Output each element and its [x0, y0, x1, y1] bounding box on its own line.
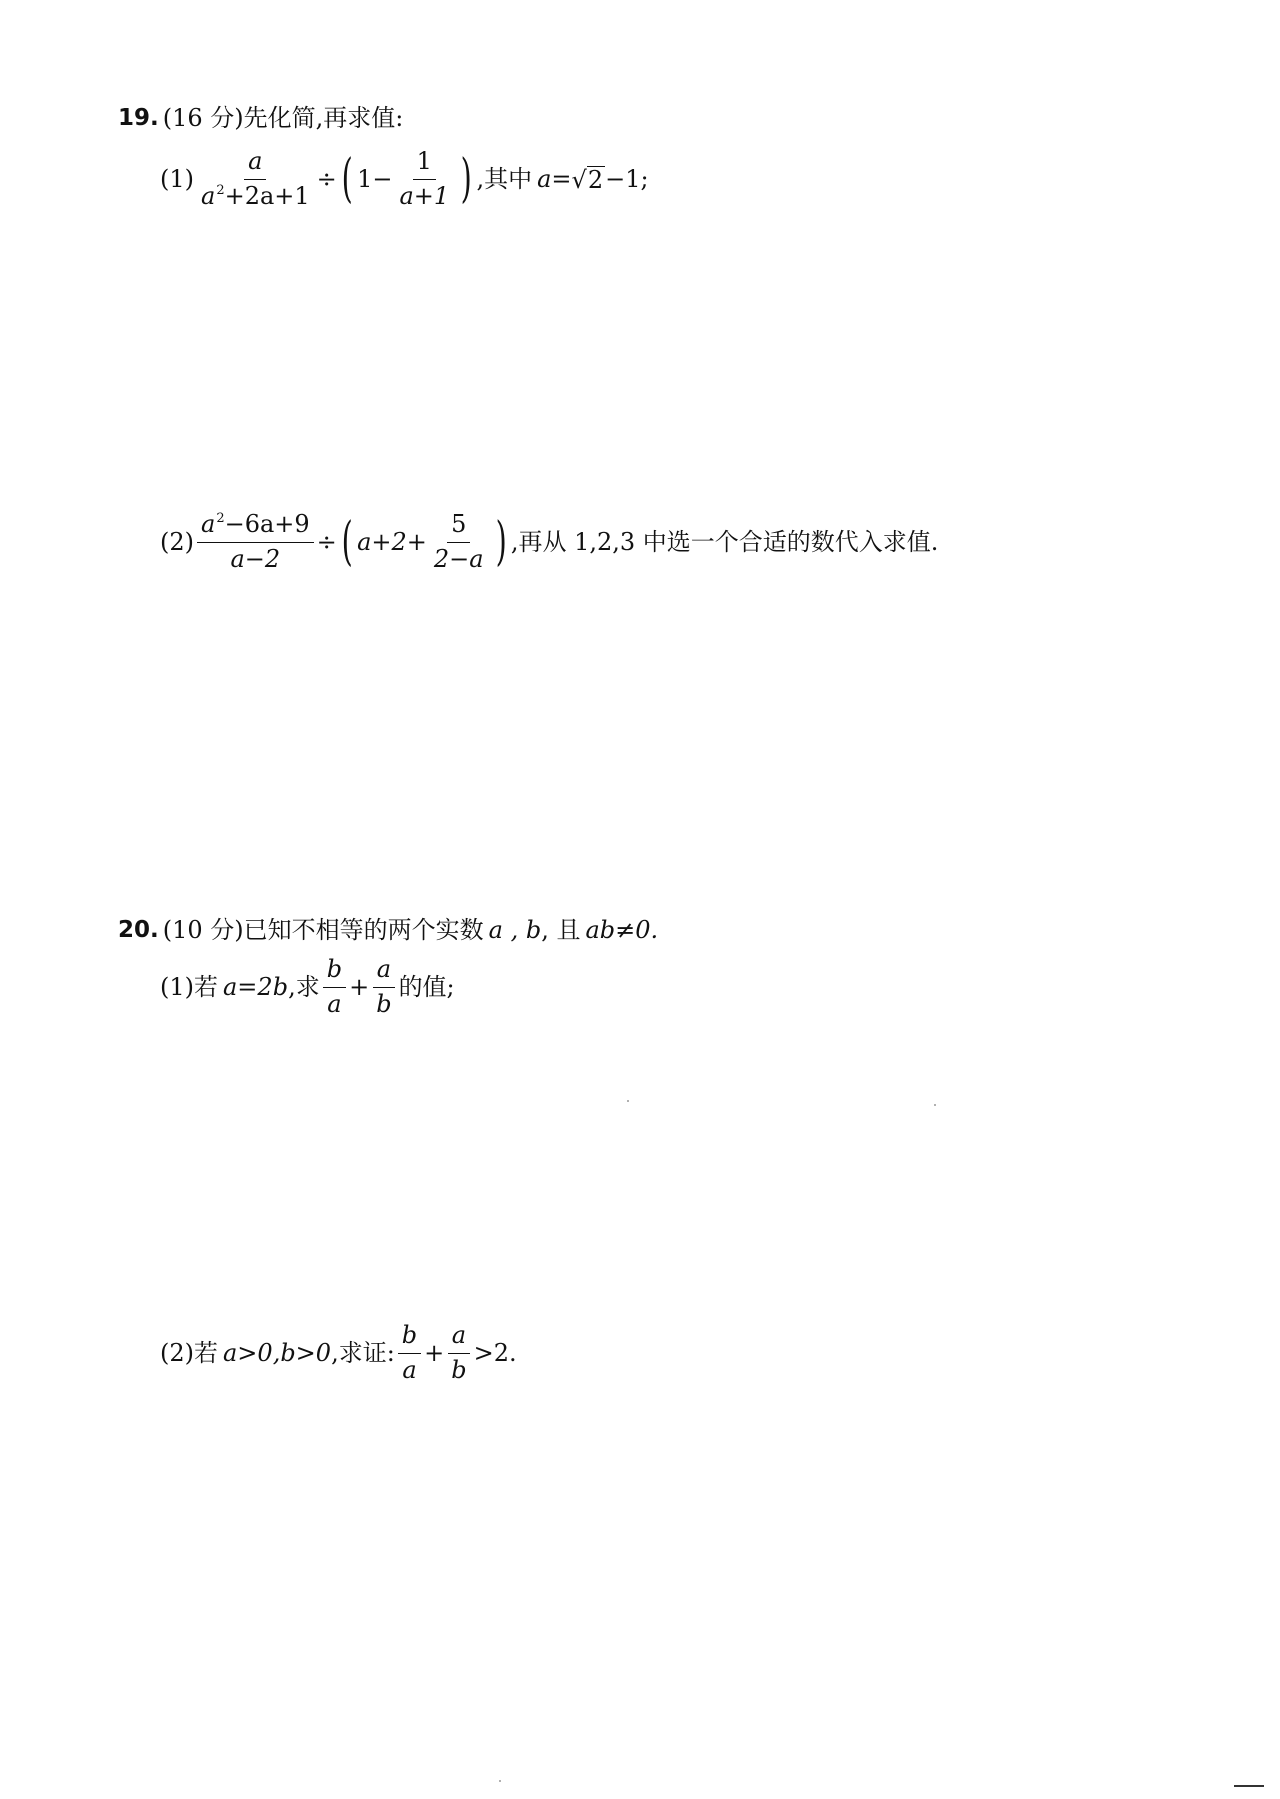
- q20-p2-fraction2: [447, 1322, 470, 1384]
- q20-p1-fraction1: [323, 956, 346, 1018]
- q20-p1-frac1-numerator: b: [323, 956, 346, 988]
- q20-p1-frac2-numerator: a: [373, 956, 395, 988]
- q20-p2-label: (2)若: [160, 1339, 218, 1367]
- q19-p1-condition-suffix: −1;: [605, 165, 649, 193]
- q19-p2-frac1-numerator: $a^2-6a+9$: [197, 511, 314, 543]
- q20-p1-condition: a=2b: [223, 973, 289, 1001]
- q20-header-vars: a , b: [488, 916, 542, 944]
- q19-p1-one-minus: 1−: [357, 165, 393, 193]
- q19-p2-fraction1: [197, 511, 314, 573]
- q19-p1-frac1-denominator: $a^2+2a+1$: [201, 181, 310, 210]
- q20-p2-frac1-numerator: b: [398, 1322, 421, 1354]
- scan-speck: [499, 1780, 501, 1782]
- q19-p2-frac2-numerator: 5: [447, 511, 470, 543]
- q19-p1-sqrt-radicand: 2: [587, 166, 604, 194]
- q20-p2-plus: +: [424, 1339, 445, 1367]
- q19-p1-condition-eq: =: [551, 165, 572, 193]
- q19-p1-frac2-denominator: a+1: [399, 181, 450, 210]
- q19-p1-frac2-numerator: 1: [413, 148, 436, 180]
- q19-p2-frac2-denominator: 2−a: [433, 544, 484, 573]
- q20-p2-frac1-denominator: a: [402, 1355, 417, 1384]
- q20-header-text: (10 分)已知不相等的两个实数: [162, 916, 484, 944]
- page-edge-dash: [1234, 1785, 1264, 1787]
- q19-p1-left-paren: (: [341, 149, 353, 209]
- q20-p2-suffix: >2.: [473, 1339, 517, 1367]
- q19-number: 19.: [118, 104, 159, 131]
- q19-p2-frac1-denominator: a−2: [230, 544, 281, 573]
- q19-part2: [160, 510, 938, 574]
- q20-p2-fraction1: [398, 1322, 421, 1384]
- q19-p1-right-paren: ): [460, 149, 472, 209]
- q19-p1-fraction1: [197, 148, 314, 210]
- q19-p1-fraction2: [395, 148, 453, 210]
- q19-header-text: (16 分)先化简,再求值:: [162, 104, 404, 132]
- q19-p2-right-paren: ): [495, 512, 507, 572]
- q19-part1: [160, 148, 649, 210]
- scan-speck: [627, 1100, 629, 1102]
- q19-p1-sqrt: [572, 166, 606, 192]
- q20-header: [118, 918, 658, 942]
- q20-header-condition: ab≠0.: [585, 916, 659, 944]
- q19-p1-divide-sign: ÷: [316, 165, 337, 193]
- q20-p1-mid: ,求: [288, 973, 320, 1001]
- q20-p1-label: (1)若: [160, 973, 218, 1001]
- q20-p1-frac1-denominator: a: [327, 989, 342, 1018]
- q20-number: 20.: [118, 916, 159, 943]
- q20-p2-frac2-numerator: a: [448, 1322, 470, 1354]
- q20-part2: [160, 1322, 517, 1384]
- q20-part1: [160, 956, 455, 1018]
- q19-p1-condition-var: a: [537, 165, 552, 193]
- q20-p1-frac2-denominator: b: [376, 989, 392, 1018]
- scan-speck: [934, 1104, 936, 1106]
- q20-p1-suffix: 的值;: [398, 973, 455, 1001]
- q19-p2-suffix: ,再从 1,2,3 中选一个合适的数代入求值.: [510, 528, 939, 556]
- q19-p2-inner: a+2+: [357, 528, 427, 556]
- q19-p2-divide-sign: ÷: [316, 528, 337, 556]
- q19-p1-condition-prefix: ,其中: [476, 165, 533, 193]
- q20-header-mid: , 且: [541, 916, 581, 944]
- q20-p2-mid: ,求证:: [331, 1339, 395, 1367]
- q19-p1-frac1-numerator: a: [244, 148, 266, 180]
- q19-p1-label: (1): [160, 165, 194, 193]
- q19-p2-label: (2): [160, 528, 194, 556]
- sqrt-icon: √: [571, 166, 587, 194]
- q19-p2-fraction2: [430, 511, 488, 573]
- q20-p2-condition: a>0,b>0: [223, 1339, 332, 1367]
- q20-p1-plus: +: [349, 973, 370, 1001]
- q20-p1-fraction2: [372, 956, 395, 1018]
- q20-p2-frac2-denominator: b: [451, 1355, 467, 1384]
- q19-header: [118, 106, 403, 130]
- q19-p2-left-paren: (: [341, 512, 353, 572]
